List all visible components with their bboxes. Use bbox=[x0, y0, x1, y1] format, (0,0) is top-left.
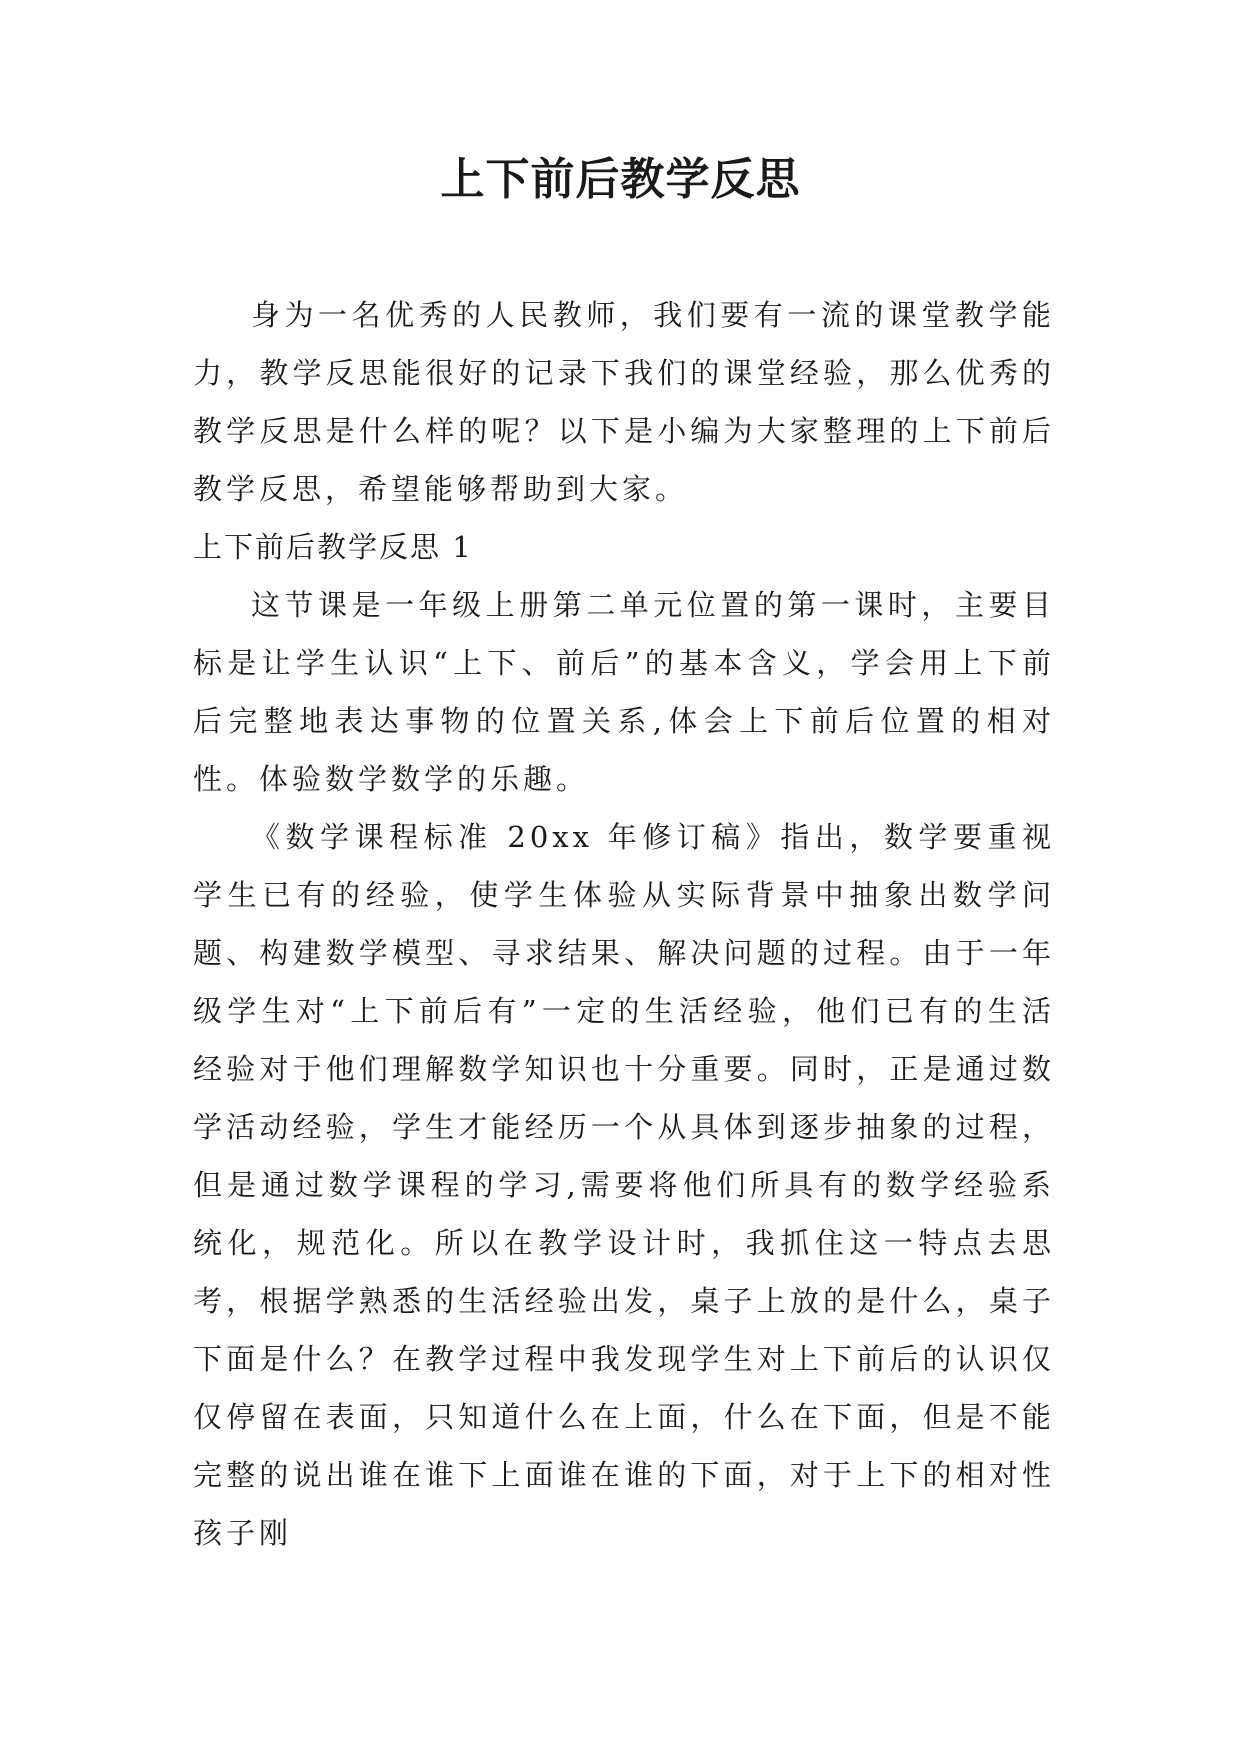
document-title: 上下前后教学反思 bbox=[440, 154, 801, 205]
section-heading-1: 上下前后教学反思 1 bbox=[193, 530, 473, 564]
section-1-paragraph-1: 这节课是一年级上册第二单元位置的第一课时，主要目标是让学生认识“上下、前后”的基本含义，学会用上下前后完整地表达事物的位置关系,体会上下前后位置的相对性。体验数学数学的乐趣。 bbox=[193, 588, 1055, 796]
intro-paragraph: 身为一名优秀的人民教师，我们要有一流的课堂教学能力，教学反思能很好的记录下我们的课堂经验，那么优秀的教学反思是什么样的呢？以下是小编为大家整理的上下前后教学反思，希望能够帮助到大家。 bbox=[193, 298, 1055, 506]
section-1-paragraph-2: 《数学课程标准 20xx 年修订稿》指出，数学要重视学生已有的经验，使学生体验从实际背景中抽象出数学问题、构建数学模型、寻求结果、解决问题的过程。由于一年级学生对“上下前后有”一定的生活经验，他们已有的生活经验对于他们理解数学知识也十分重要。同时，正是通过数学活动经验，学生才能经历一个从具体到逐步抽象的过程，但是通过数学课程的学习,需要将他们所具有的数学经验系统化，规范化。所以在教学设计时，我抓住这一特点去思考，根据学熟悉的生活经验出发，桌子上放的是什么，桌子下面是什么？在教学过程中我发现学生对上下前后的认识仅仅停留在表面，只知道什么在上面，什么在下面，但是不能完整的说出谁在谁下上面谁在谁的下面，对于上下的相对性孩子刚 bbox=[193, 820, 1055, 1550]
document-body bbox=[193, 286, 1055, 1562]
